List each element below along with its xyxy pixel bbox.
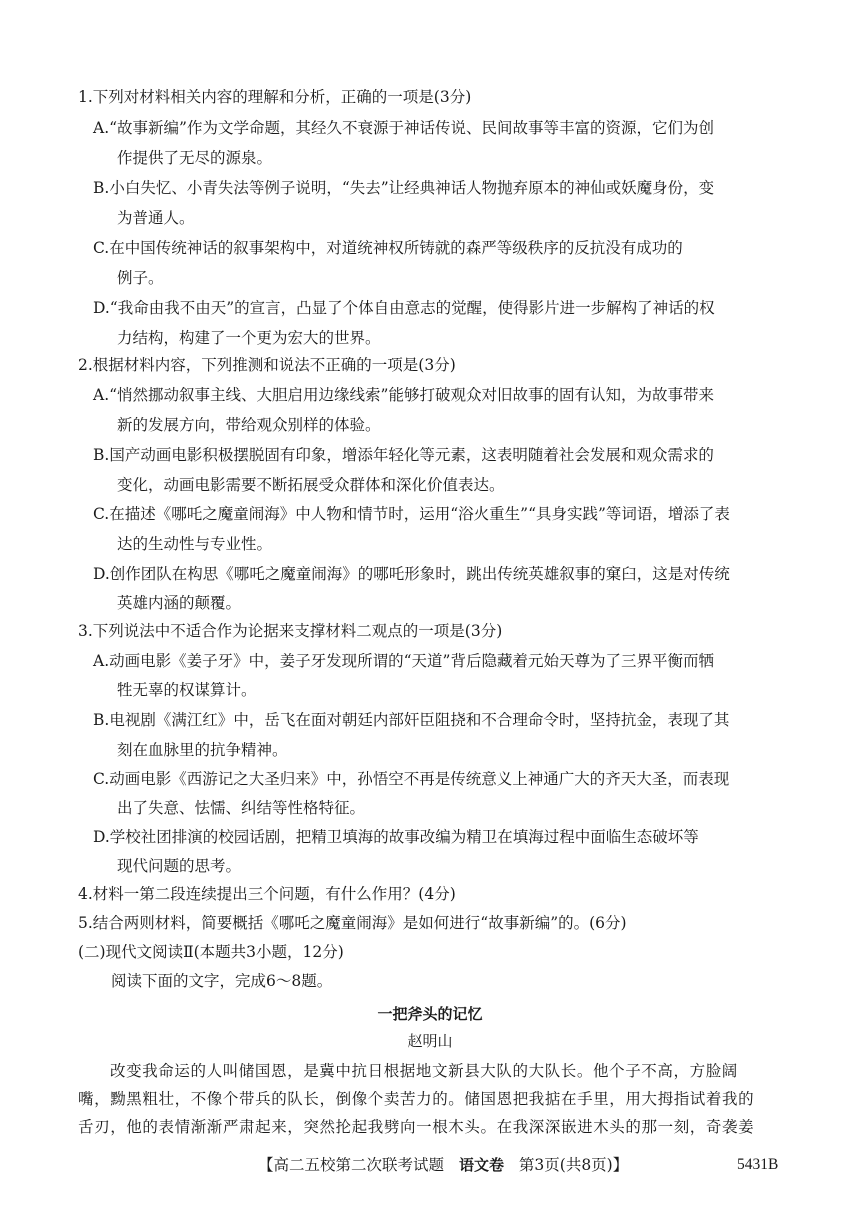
question-5: 5.结合两则材料，简要概括《哪吒之魔童闹海》是如何进行“故事新编”的。(6分) (78, 914, 627, 932)
story-paragraph-line-3: 舌刃，他的表情渐渐严肃起来，突然抡起我劈向一根木头。在我深深嵌进木头的那一刻，奇袭姜 (78, 1118, 755, 1136)
question-2-option-a-cont: 新的发展方向，带给观众别样的体验。 (117, 416, 381, 434)
question-3-option-b: B.电视剧《满江红》中，岳飞在面对朝廷内部奸臣阻挠和不合理命令时，坚持抗金，表现了其 (93, 711, 730, 729)
question-3-option-a-cont: 牲无辜的权谋算计。 (117, 681, 257, 699)
question-3-stem: 3.下列说法中不适合作为论据来支撑材料二观点的一项是(3分) (78, 622, 503, 640)
footer-exam-code: 5431B (737, 1156, 779, 1173)
question-1-option-b-cont: 为普通人。 (117, 209, 195, 227)
story-paragraph-line-1: 改变我命运的人叫储国恩，是冀中抗日根据地文新县大队的大队长。他个子不高，方脸阔 (110, 1062, 738, 1080)
question-3-option-d: D.学校社团排演的校园话剧，把精卫填海的故事改编为精卫在填海过程中面临生态破坏等 (93, 828, 699, 846)
question-3-option-c-cont: 出了失意、怯懦、纠结等性格特征。 (117, 799, 366, 817)
question-1-option-c-cont: 例子。 (117, 269, 164, 287)
question-4: 4.材料一第二段连续提出三个问题，有什么作用？(4分) (78, 885, 456, 903)
footer-exam-info (258, 1154, 628, 1176)
question-2-option-d-cont: 英雄内涵的颠覆。 (117, 594, 242, 612)
reading-instruction: 阅读下面的文字，完成6～8题。 (111, 972, 333, 990)
footer-page-number: 第3页(共8页)】 (518, 1156, 629, 1174)
question-2-option-a: A.“悄然挪动叙事主线、大胆启用边缘线索”能够打破观众对旧故事的固有认知，为故事带来 (93, 386, 714, 404)
question-1-option-d-cont: 力结构，构建了一个更为宏大的世界。 (117, 329, 381, 347)
question-1-stem: 1.下列对材料相关内容的理解和分析，正确的一项是(3分) (78, 88, 472, 106)
question-3-option-d-cont: 现代问题的思考。 (117, 857, 242, 875)
question-2-option-d: D.创作团队在构思《哪吒之魔童闹海》的哪吒形象时，跳出传统英雄叙事的窠臼，这是对传统 (93, 565, 730, 583)
question-2-stem: 2.根据材料内容，下列推测和说法不正确的一项是(3分) (78, 356, 456, 374)
question-2-option-c: C.在描述《哪吒之魔童闹海》中人物和情节时，运用“浴火重生”“具身实践”等词语，增添了表 (93, 505, 730, 523)
question-3-option-c: C.动画电影《西游记之大圣归来》中，孙悟空不再是传统意义上神通广大的齐天大圣，而表现 (93, 770, 730, 788)
story-paragraph-line-2: 嘴，黝黑粗壮，不像个带兵的队长，倒像个卖苦力的。储国恩把我掂在手里，用大拇指试着我的 (78, 1090, 755, 1108)
question-3-option-b-cont: 刻在血脉里的抗争精神。 (117, 741, 288, 759)
footer-exam-title: 【高二五校第二次联考试题 (258, 1156, 445, 1174)
question-1-option-b: B.小白失忆、小青失法等例子说明，“失去”让经典神话人物抛弃原本的神仙或妖魔身份，变 (93, 179, 715, 197)
question-3-option-a: A.动画电影《姜子牙》中，姜子牙发现所谓的“天道”背后隐藏着元始天尊为了三界平衡而牺 (93, 652, 714, 670)
footer-subject: 语文卷 (458, 1156, 504, 1174)
question-1-option-c: C.在中国传统神话的叙事架构中，对道统神权所铸就的森严等级秩序的反抗没有成功的 (93, 239, 683, 257)
question-2-option-c-cont: 达的生动性与专业性。 (117, 535, 273, 553)
question-1-option-d: D.“我命由我不由天”的宣言，凸显了个体自由意志的觉醒，使得影片进一步解构了神话的权 (93, 299, 715, 317)
question-2-option-b: B.国产动画电影积极摆脱固有印象，增添年轻化等元素，这表明随着社会发展和观众需求的 (93, 446, 714, 464)
question-1-option-a-cont: 作提供了无尽的源泉。 (117, 149, 273, 167)
story-author: 赵明山 (407, 1032, 453, 1050)
section-header: (二)现代文阅读Ⅱ(本题共3小题，12分) (78, 943, 344, 961)
question-1-option-a: A.“故事新编”作为文学命题，其经久不衰源于神话传说、民间故事等丰富的资源，它们为创 (93, 119, 714, 137)
story-title: 一把斧头的记忆 (377, 1005, 483, 1023)
question-2-option-b-cont: 变化，动画电影需要不断拓展受众群体和深化价值表达。 (117, 476, 505, 494)
